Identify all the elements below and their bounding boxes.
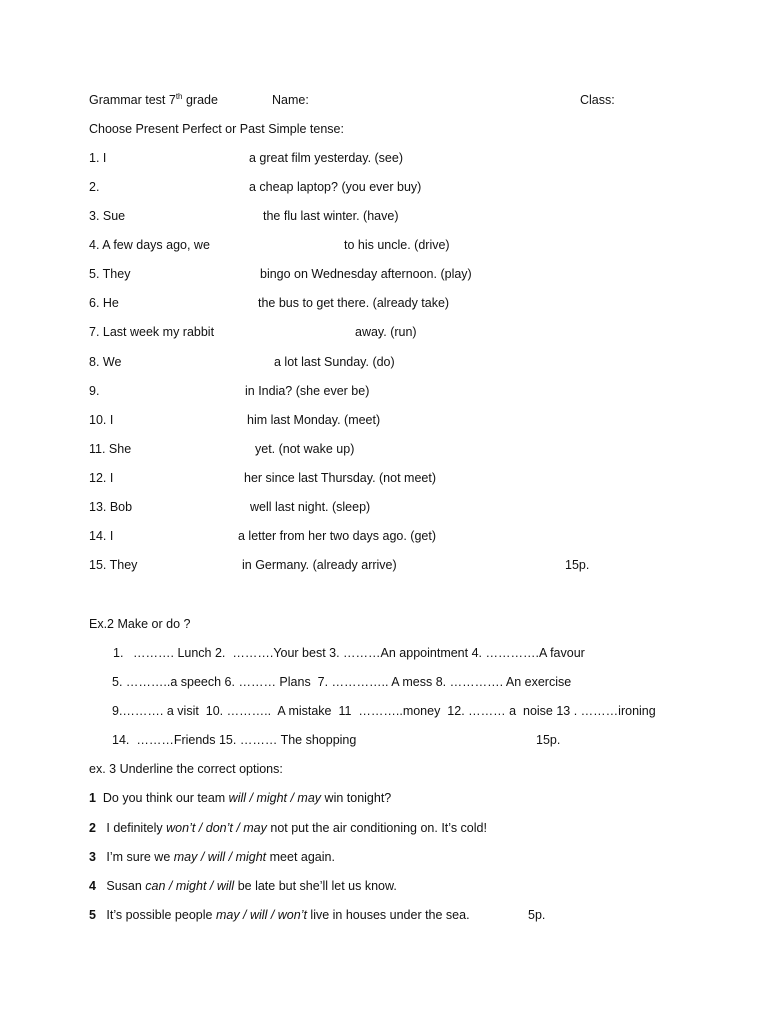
ex3-options[interactable]: can / might / will [145, 879, 235, 893]
ex2-line-2: 5. ………..a speech 6. ……… Plans 7. ………….. A mess 8. …………. An exercise [112, 675, 572, 689]
ex3-item: 3 I’m sure we may / will / might meet again. [89, 850, 335, 864]
ex3-options[interactable]: will / might / may [228, 791, 322, 805]
ex3-item-number: 5 [89, 908, 96, 922]
ex3-options[interactable]: may / will / won’t [215, 908, 307, 922]
ex3-item: 2 I definitely won’t / don’t / may not put the air conditioning on. It’s cold! [89, 821, 487, 835]
ex3-item-number: 4 [89, 879, 96, 893]
ex3-options[interactable]: won’t / don’t / may [166, 821, 267, 835]
ex3-options[interactable]: may / will / might [173, 850, 267, 864]
ex3-item: 5 It’s possible people may / will / won’t live in houses under the sea. [89, 908, 470, 922]
ex3-instruction: ex. 3 Underline the correct options: [89, 762, 283, 776]
ex2-line-4: 14. ………Friends 15. ……… The shopping [112, 733, 357, 747]
ex2-line-1-number: 1. [113, 646, 124, 660]
ex3-points: 5p. [528, 908, 546, 922]
ex1-instruction: Choose Present Perfect or Past Simple tense: [89, 122, 344, 136]
test-title: Grammar test 7th grade [89, 91, 218, 107]
ex3-item-number: 3 [89, 850, 96, 864]
name-label: Name: [272, 93, 309, 107]
ex2-line-3: 9.………. a visit 10. ……….. A mistake 11 ………..money 12. ……… a noise 13 . ………ironing [112, 704, 656, 718]
ex3-item: 1 Do you think our team will / might / may win tonight? [89, 791, 392, 805]
ex3-item-number: 2 [89, 821, 96, 835]
ex2-instruction: Ex.2 Make or do ? [89, 617, 191, 631]
ex2-line-1: ………. Lunch 2. ……….Your best 3. ………An appointment 4. ………….A favour [133, 646, 585, 660]
ex3-item: 4 Susan can / might / will be late but she’ll let us know. [89, 879, 397, 893]
ex2-points: 15p. [536, 733, 561, 747]
class-label: Class: [580, 93, 615, 107]
ex3-item-number: 1 [89, 791, 96, 805]
ex1-points: 15p. [565, 558, 590, 572]
